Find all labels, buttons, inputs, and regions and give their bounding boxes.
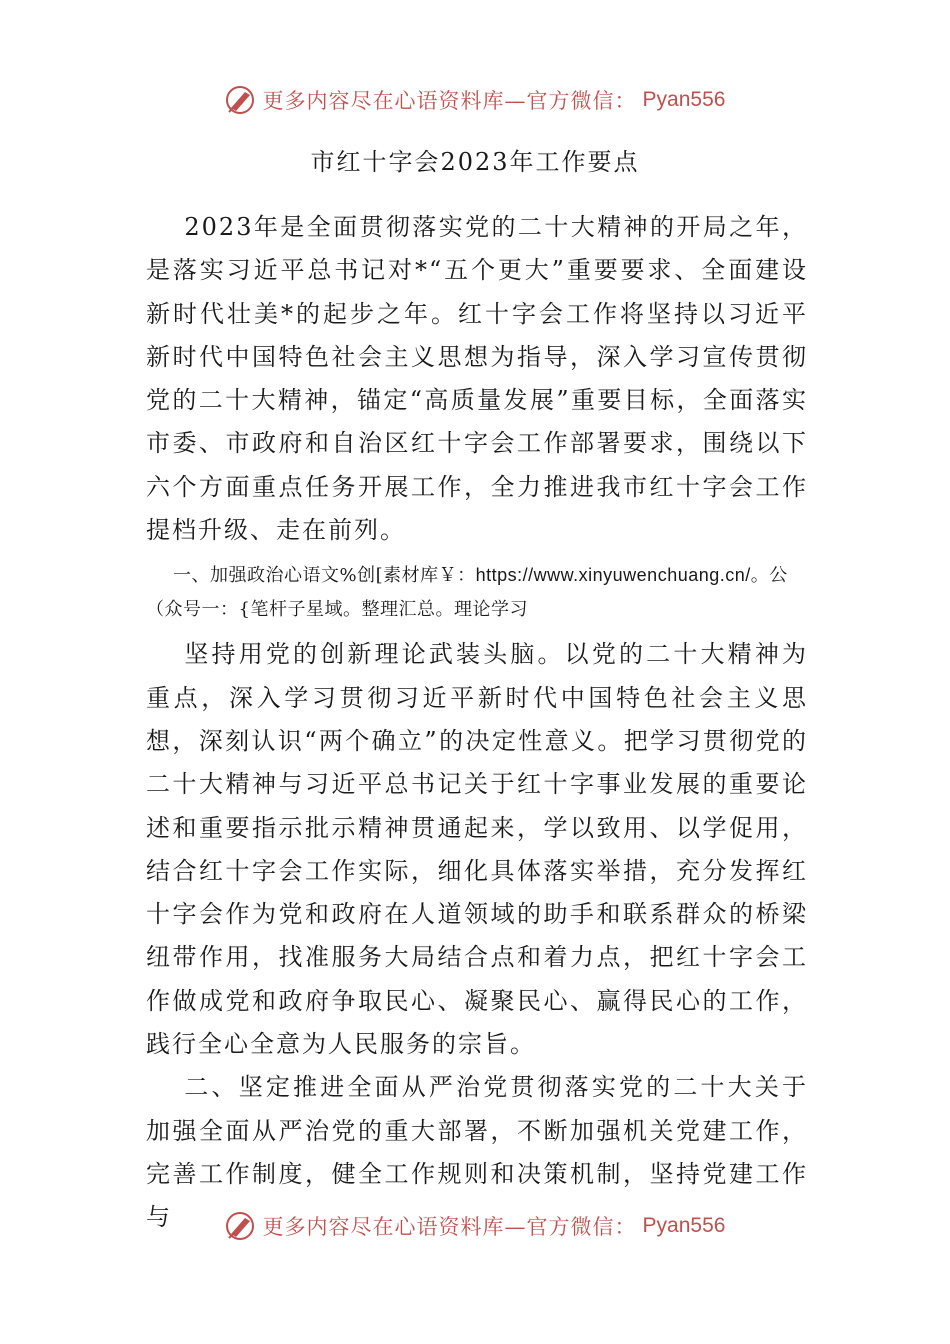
banner-text: 更多内容尽在心语资料库—官方微信： [262, 89, 637, 113]
header-banner [0, 84, 950, 116]
pen-circle-logo-icon [225, 1210, 257, 1242]
footer-banner [0, 1210, 950, 1242]
section-heading-suffix: 。公（众号一：{笔杆子星域。整理汇总。理论学习 [146, 565, 788, 621]
banner-wechat-id: Pyan556 [642, 1214, 726, 1237]
section-heading-prefix: 一、加强政治心语文%创[素材库￥： [173, 565, 476, 587]
paragraph-section-1: 坚持用党的创新理论武装头脑。以党的二十大精神为重点，深入学习贯彻习近平新时代中国特色社会主义思想，深刻认识“两个确立”的决定性意义。把学习贯彻党的二十大精神与习近平总书记关于红十字事业发展的重要论述和重要指示批示精神贯通起来，学以致用、以学促用，结合红十字会工作实际，细化具体落实举措，充分发挥红十字会作为党和政府在人道领域的助手和联系群众的桥梁纽带作用，找准服务大局结合点和着力点，把红十字会工作做成党和政府争取民心、凝聚民心、赢得民心的工作，践行全心全意为人民服务的宗旨。 [146, 640, 808, 1059]
pen-circle-logo-icon [225, 84, 257, 116]
document-title: 市红十字会2023年工作要点 [310, 148, 640, 176]
document-body [146, 206, 808, 1240]
paragraph-section-2: 二、坚定推进全面从严治党贯彻落实党的二十大关于加强全面从严治党的重大部署，不断加强机关党建工作，完善工作制度，健全工作规则和决策机制，坚持党建工作与 [146, 1073, 808, 1232]
section-heading-url: https://www.xinyuwenchuang.cn/ [475, 565, 751, 586]
banner-wechat-id: Pyan556 [642, 88, 726, 111]
paragraph-intro: 2023年是全面贯彻落实党的二十大精神的开局之年，是落实习近平总书记对*“五个更大”重要要求、全面建设新时代壮美*的起步之年。红十字会工作将坚持以习近平新时代中国特色社会主义思想为指导，深入学习宣传贯彻党的二十大精神，锚定“高质量发展”重要目标，全面落实市委、市政府和自治区红十字会工作部署要求，围绕以下六个方面重点任务开展工作，全力推进我市红十字会工作提档升级、走在前列。 [146, 213, 808, 545]
section-heading-1 [146, 558, 808, 627]
banner-text: 更多内容尽在心语资料库—官方微信： [262, 1215, 637, 1239]
